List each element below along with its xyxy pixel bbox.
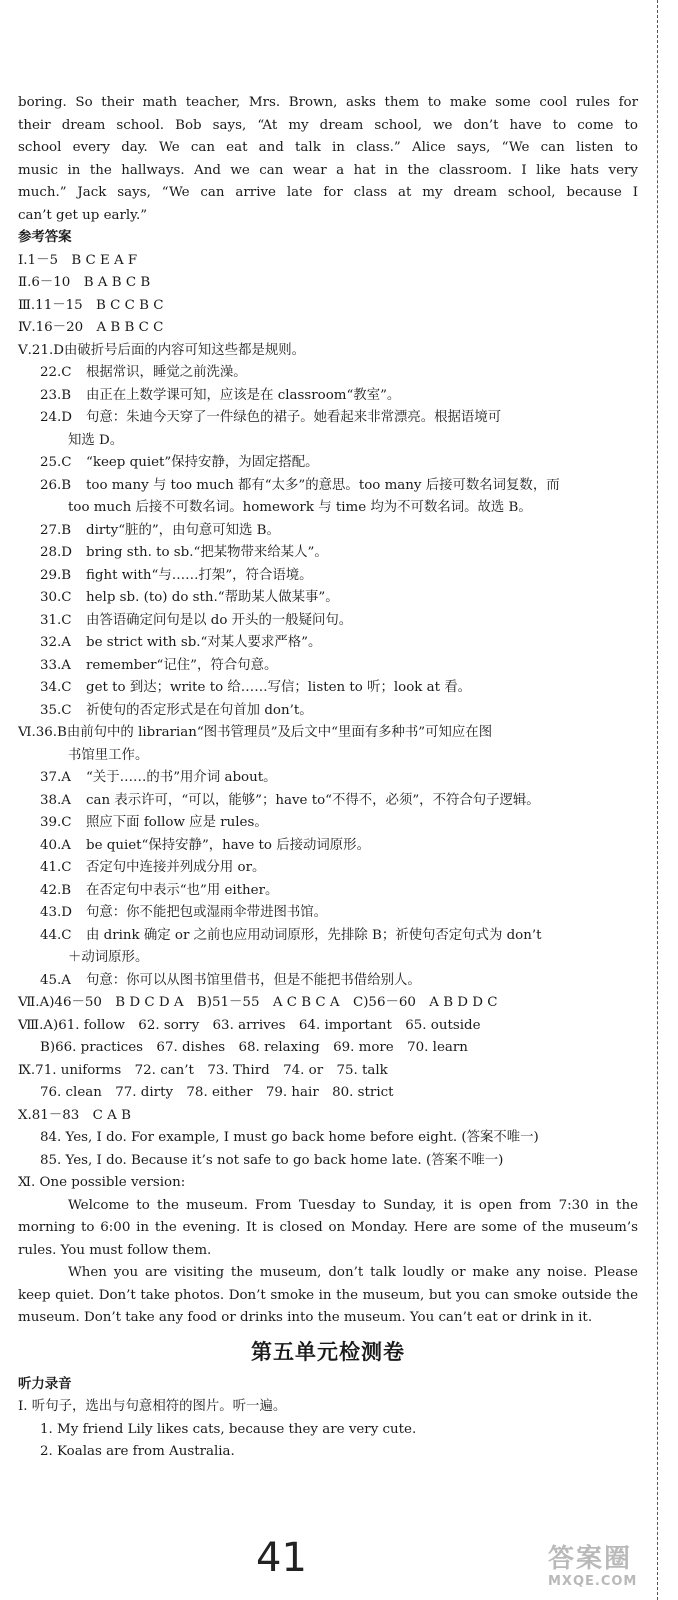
answer-item: 34.C get to 到达；write to 给……写信；listen to 听；look at 看。 xyxy=(40,680,472,695)
listening-item: 2. Koalas are from Australia. xyxy=(40,1444,235,1459)
answer-item: 29.B fight with“与……打架”，符合语境。 xyxy=(40,567,313,583)
passage-line: boring. So their math teacher, Mrs. Brown, asks them to make some cool rules for xyxy=(18,95,638,110)
passage-line: music in the hallways. And we can wear a hat in the classroom. I like hats very xyxy=(18,162,638,178)
answer-item: 35.C 祈使句的否定形式是在句首加 don’t。 xyxy=(40,702,313,718)
essay-paragraph: When you are visiting the museum, don’t talk loudly or make any noise. Please keep quiet. Don’t take photos. Don’t smoke in the museum, but you can smoke outside the museum. Don’t take any food or drinks into the museum. You can’t eat or drink in it. xyxy=(18,1265,638,1325)
essay-paragraph: Welcome to the museum. From Tuesday to Sunday, it is open from 7:30 in the morning to 6:00 in the evening. It is closed on Monday. Here are some of the museum’s rules. You must follow them. xyxy=(18,1197,638,1258)
section-6-explanations xyxy=(18,722,638,992)
answer-item: 37.A “关于……的书”用介词 about。 xyxy=(40,770,277,785)
section-5-explanations xyxy=(18,340,638,723)
passage-line: their dream school. Bob says, “At my dream school, we don’t have to come to xyxy=(18,117,638,133)
answer-item: 28.D bring sth. to sb.“把某物带来给某人”。 xyxy=(40,545,328,560)
watermark-logo xyxy=(548,1544,666,1596)
section-3-answers: Ⅲ.11－15 B C C B C xyxy=(18,297,164,313)
answer-item-continuation: 知选 D。 xyxy=(68,432,124,448)
watermark-text: 答案圈 xyxy=(548,1544,633,1574)
answer-item: 42.B 在否定句中表示“也”用 either。 xyxy=(40,882,279,898)
answer-item: 44.C 由 drink 确定 or 之前也应用动词原形，先排除 B；祈使句否定句式为 don’t xyxy=(40,927,542,943)
answer-item: 26.B too many 与 too much 都有“太多”的意思。too many 后接可数名词复数，而 xyxy=(40,477,560,493)
answer-item: 22.C 根据常识，睡觉之前洗澡。 xyxy=(40,365,247,380)
section-10-item-85: 85. Yes, I do. Because it’s not safe to go back home late. (答案不唯一) xyxy=(40,1152,504,1168)
answer-item: 31.C 由答语确定问句是以 do 开头的一般疑问句。 xyxy=(40,612,353,628)
answer-item-continuation: too much 后接不可数名词。homework 与 time 均为不可数名词。故选 B。 xyxy=(68,500,532,515)
answer-item: Ⅴ.21.D由破折号后面的内容可知这些都是规则。 xyxy=(18,342,306,358)
answer-item: 45.A 句意：你可以从图书馆里借书，但是不能把书借给别人。 xyxy=(40,972,421,988)
section-9-answers-b: 76. clean 77. dirty 78. either 79. hair 80. strict xyxy=(40,1085,394,1100)
answer-heading: 参考答案 xyxy=(18,230,72,245)
answer-item: 38.A can 表示许可，“可以，能够”；have to“不得不，必须”，不符合句子逻辑。 xyxy=(40,792,540,808)
answer-item: 23.B 由正在上数学课可知，应该是在 classroom“教室”。 xyxy=(40,387,401,403)
answer-item: 33.A remember“记住”，符合句意。 xyxy=(40,657,278,673)
section-9-answers: Ⅸ.71. uniforms 72. can’t 73. Third 74. or 75. talk xyxy=(18,1062,388,1078)
answer-item: Ⅵ.36.B由前句中的 librarian“图书管理员”及后文中“里面有多种书”可知应在图 xyxy=(18,725,493,740)
section-7-answers: Ⅶ.A)46－50 B D C D A B)51－55 A C B C A C)56－60 A B D D C xyxy=(18,995,498,1010)
watermark-url: MXQE.COM xyxy=(548,1574,638,1589)
section-11-heading: Ⅺ. One possible version: xyxy=(18,1175,186,1190)
answer-item: 32.A be strict with sb.“对某人要求严格”。 xyxy=(40,635,322,650)
answer-item: 25.C “keep quiet”保持安静，为固定搭配。 xyxy=(40,455,319,470)
passage-line: can’t get up early.” xyxy=(18,207,148,223)
section-8-answers: Ⅷ.A)61. follow 62. sorry 63. arrives 64. important 65. outside xyxy=(18,1017,481,1033)
answer-item: 39.C 照应下面 follow 应是 rules。 xyxy=(40,815,268,830)
passage-line: much.” Jack says, “We can arrive late for class at my dream school, because I xyxy=(18,185,638,200)
answer-item: 41.C 否定句中连接并列成分用 or。 xyxy=(40,860,266,875)
answer-page xyxy=(18,92,638,1464)
answer-item-continuation: 书馆里工作。 xyxy=(68,747,149,763)
section-10-answers: Ⅹ.81－83 C A B xyxy=(18,1107,131,1123)
section-10-item-84: 84. Yes, I do. For example, I must go back home before eight. (答案不唯一) xyxy=(40,1130,539,1145)
section-1-answers: Ⅰ.1－5 B C E A F xyxy=(18,252,138,268)
answer-item: 24.D 句意：朱迪今天穿了一件绿色的裙子。她看起来非常漂亮。根据语境可 xyxy=(40,410,502,425)
answer-item: 30.C help sb. (to) do sth.“帮助某人做某事”。 xyxy=(40,590,339,605)
page-number: 41 xyxy=(256,1535,307,1581)
listening-section-1: Ⅰ. 听句子，选出与句意相符的图片。听一遍。 xyxy=(18,1399,287,1414)
section-2-answers: Ⅱ.6－10 B A B C B xyxy=(18,275,151,290)
passage-line: school every day. We can eat and talk in class.” Alice says, “We can listen to xyxy=(18,140,638,155)
section-8-answers-b: B)66. practices 67. dishes 68. relaxing 69. more 70. learn xyxy=(40,1040,468,1055)
unit-title: 第五单元检测卷 xyxy=(251,1339,405,1364)
answer-item-continuation: ＋动词原形。 xyxy=(68,950,149,965)
answer-item: 27.B dirty“脏的”，由句意可知选 B。 xyxy=(40,522,280,538)
answer-item: 40.A be quiet“保持安静”，have to 后接动词原形。 xyxy=(40,837,370,853)
answer-item: 43.D 句意：你不能把包或湿雨伞带进图书馆。 xyxy=(40,905,328,920)
listening-item: 1. My friend Lily likes cats, because they are very cute. xyxy=(40,1421,417,1437)
listening-heading: 听力录音 xyxy=(18,1376,72,1392)
passage xyxy=(18,92,638,227)
section-4-answers: Ⅳ.16－20 A B B C C xyxy=(18,320,164,335)
binding-edge-line xyxy=(657,0,659,1600)
